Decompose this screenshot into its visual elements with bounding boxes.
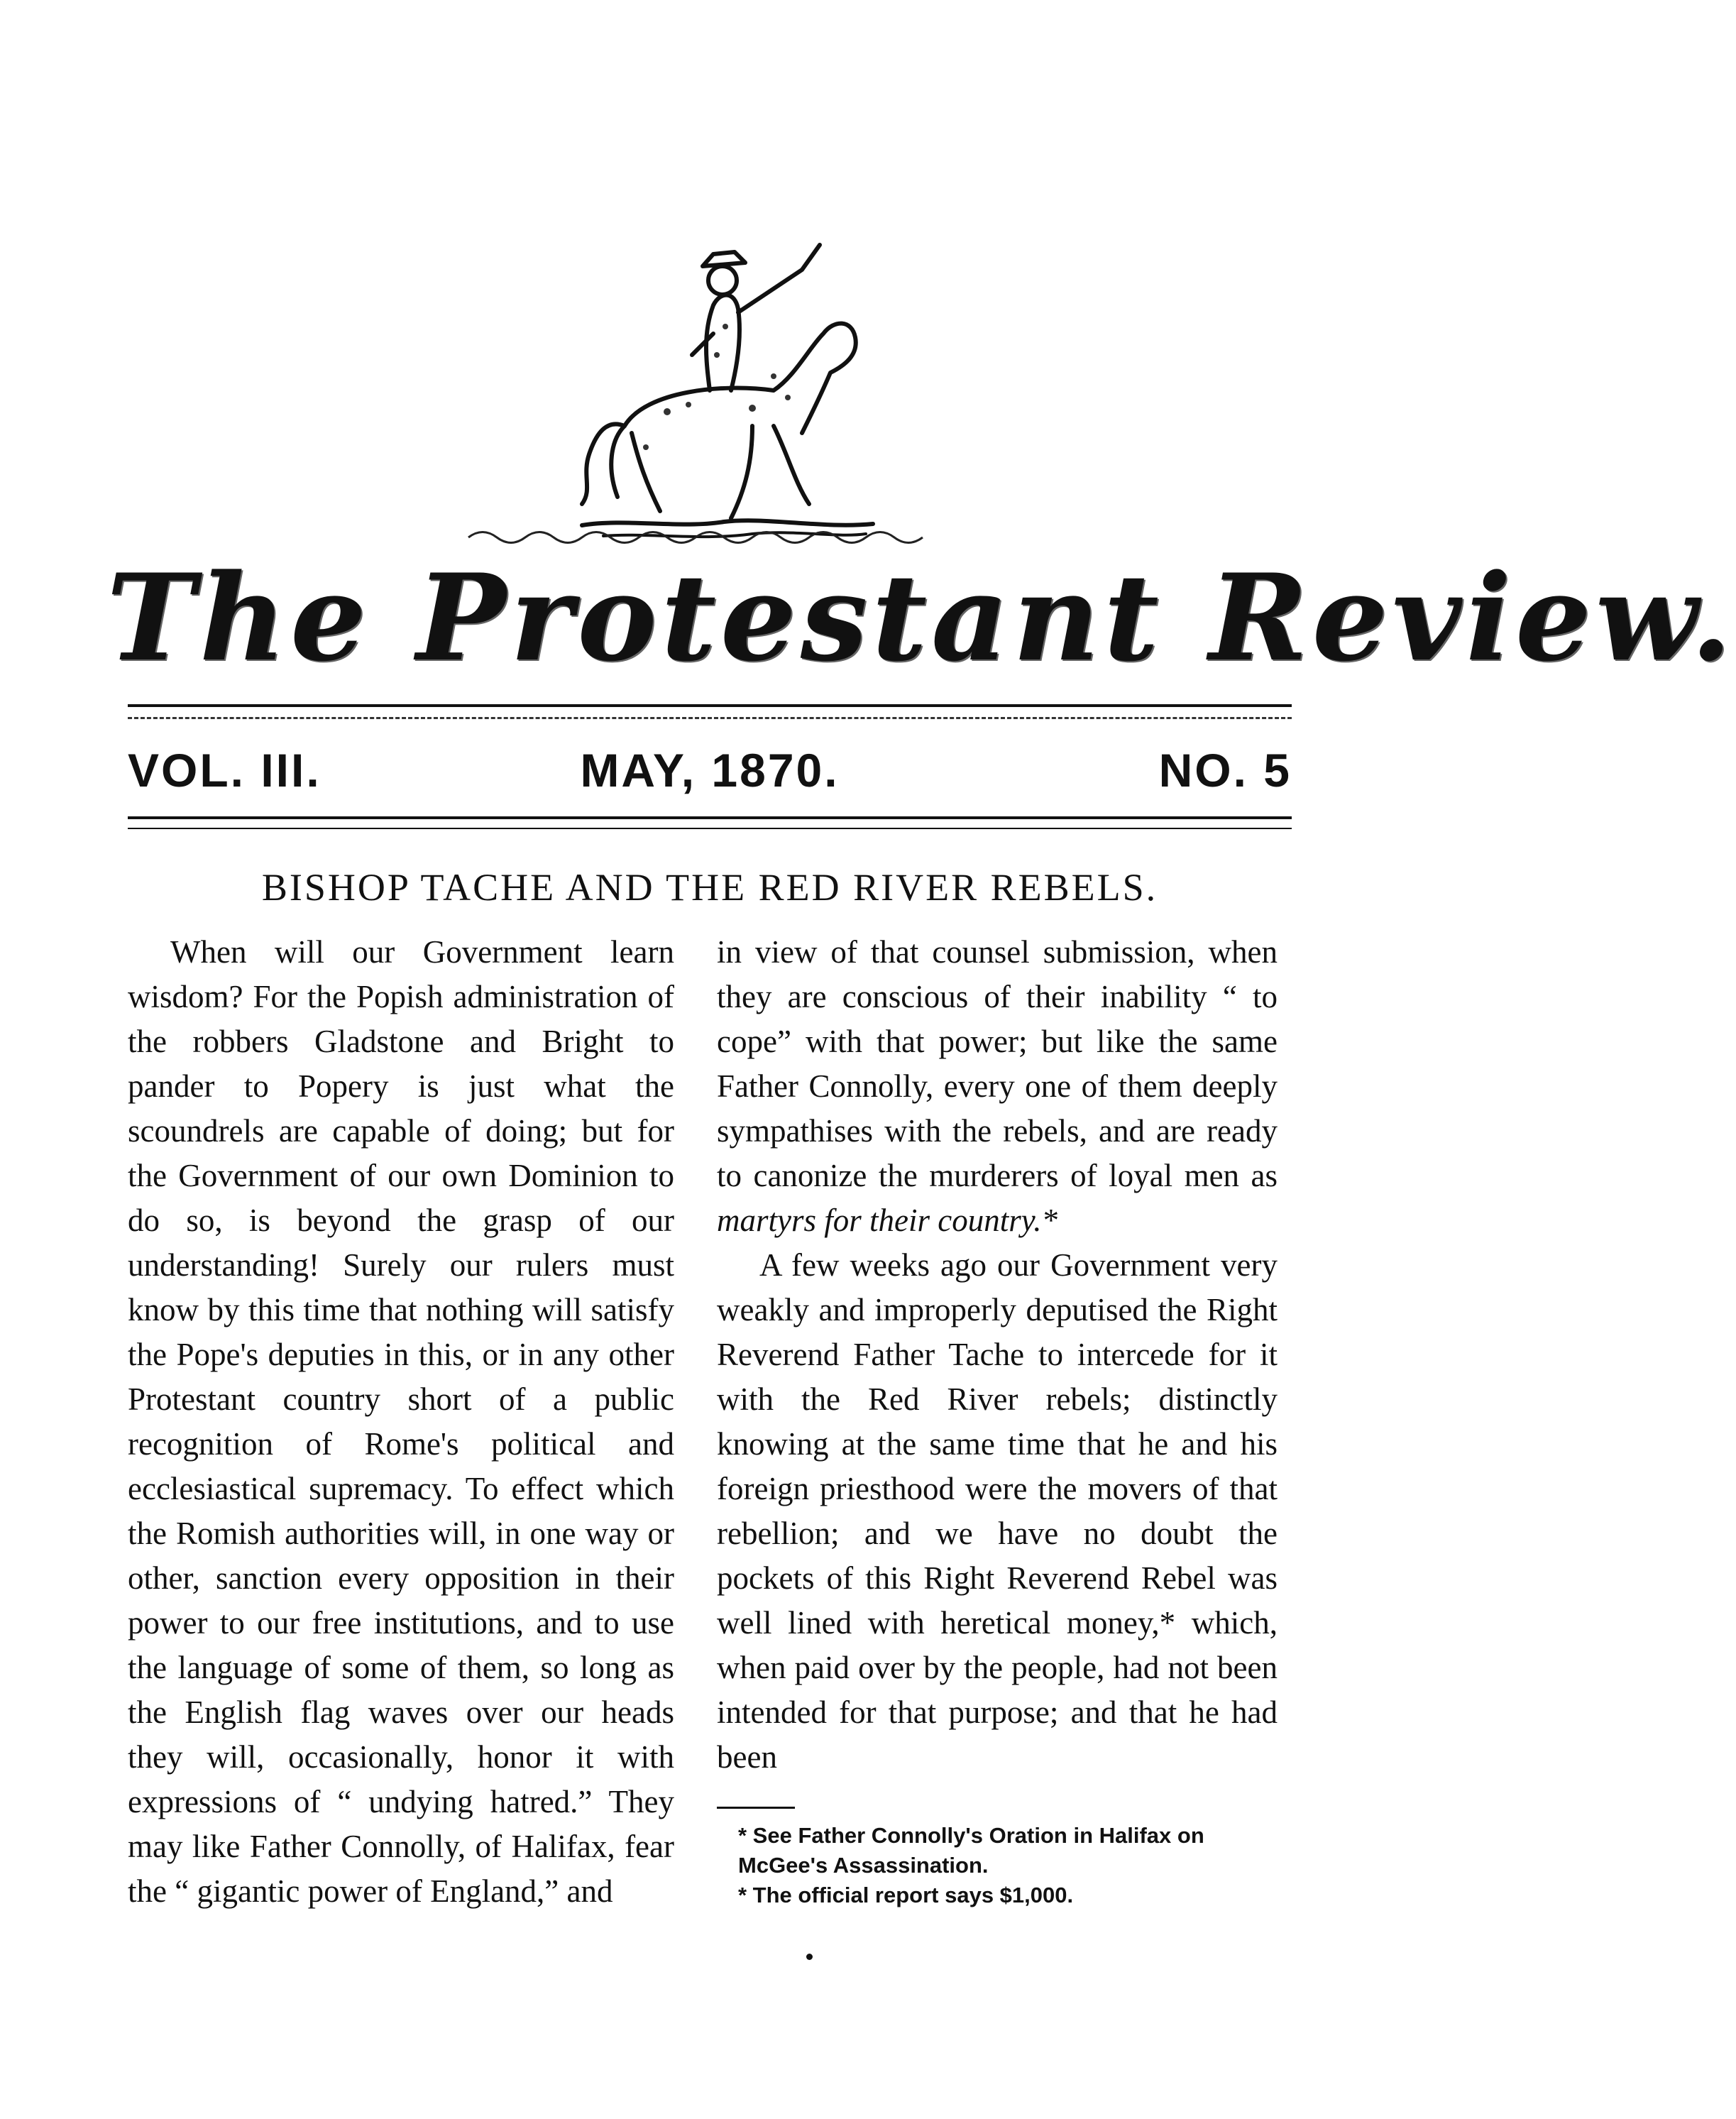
- masthead-rule-dashed: [128, 717, 1292, 719]
- footnotes: [717, 1821, 1278, 1913]
- issue-date: MAY, 1870.: [580, 744, 840, 796]
- page-dot: [806, 1954, 813, 1960]
- issue-number: NO. 5: [1158, 744, 1292, 796]
- horseman-emblem-icon: [539, 213, 908, 554]
- paragraph: A few weeks ago our Government very weakly and improperly deputised the Right Reverend Father Tache to intercede for it with the Red River rebels; distinctly knowing at the same time that he and his foreign priesthood were the movers of that rebellion; and we have no doubt the pockets of this Right Reverend Rebel was well lined with heretical money,* which, when paid over by the people, had not been intended for that purpose; and that he had been: [717, 1247, 1278, 1775]
- issue-info-row: [128, 738, 1292, 802]
- article-title: BISHOP TACHE AND THE RED RIVER REBELS.: [261, 866, 1158, 909]
- article-column-right: [717, 930, 1278, 1796]
- emphasis-text: martyrs for their country.*: [717, 1203, 1057, 1238]
- masthead-rule-top: [128, 704, 1292, 707]
- paragraph: [717, 930, 1278, 1243]
- footnote-rule: [717, 1807, 795, 1809]
- footnote: * See Father Connolly's Oration in Halifax on McGee's Assassination.: [738, 1823, 1204, 1878]
- ornamental-squiggle: [468, 527, 923, 548]
- paragraph: When will our Government learn wisdom? For the Popish administration of the robbers Gladstone and Bright to pander to Popery is just what the scoundrels are capable of doing; but for the Government of our own Dominion to do so, is beyond the grasp of our understanding! Surely our rulers must know by this time that nothing will satisfy the Pope's deputies in this, or in any other Protestant country short of a public recognition of Rome's political and ecclesiastical supremacy. To effect which the Romish authorities will, in one way or other, sanction every opposition in their power to our free institutions, and to use the language of some of them, so long as the English flag waves over our heads they will, occasionally, honor it with expressions of “ undying hatred.” They may like Father Connolly, of Halifax, fear the “ gigantic power of England,” and: [128, 934, 674, 1909]
- issue-rule-top: [128, 816, 1292, 819]
- footnote: * The official report says $1,000.: [738, 1883, 1074, 1907]
- issue-rule-bottom: [128, 828, 1292, 829]
- paragraph-text: in view of that counsel submission, when they are conscious of their inability “ to cope” with that power; but like the same Father Connolly, every one of them deeply sympathises with the rebels, and are ready to canonize the murderers of loyal men as: [717, 934, 1278, 1193]
- masthead-title: The Protestant Review.: [106, 547, 1736, 688]
- article-column-left: [128, 930, 674, 1909]
- volume-label: VOL. III.: [128, 744, 322, 796]
